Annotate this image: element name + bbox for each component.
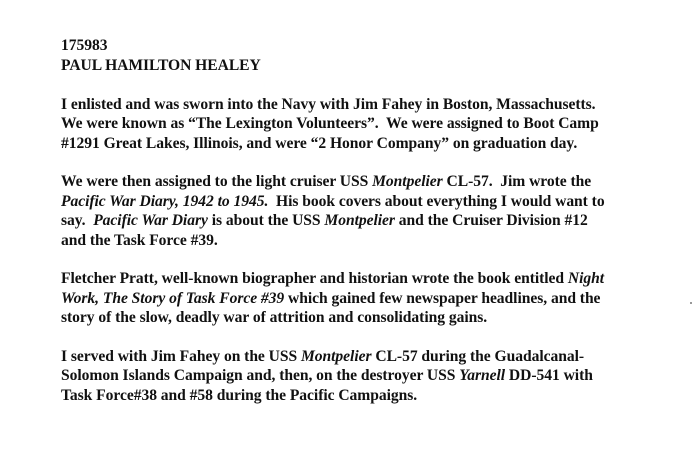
record-id: 175983 — [61, 37, 108, 54]
text-run: Solomon Islands Campaign and, then, on the destroyer USS — [61, 367, 460, 384]
text-run: DD-541 with — [505, 367, 593, 384]
italic-title-text: Montpelier — [300, 347, 372, 365]
text-line — [61, 269, 691, 289]
italic-title-text: Night — [567, 270, 605, 287]
text-line — [61, 347, 691, 367]
italic-title-text: Pacific War Diary — [93, 212, 208, 229]
text-run: #1291 Great Lakes, Illinois, and were “2 Honor Company” on graduation day. — [61, 134, 578, 152]
text-line — [61, 172, 691, 192]
italic-title-text: Work, The Story of Task Force #39 — [61, 289, 285, 307]
text-run: We were known as “The Lexington Volunteers”. We were assigned to Boot Camp — [61, 115, 599, 132]
italic-title-text: Pacific War Diary, 1942 to 1945. — [61, 192, 269, 210]
scan-speck — [690, 302, 692, 304]
text-run: CL-57. Jim wrote the — [442, 173, 592, 190]
text-run: His book covers about everything I would want to — [268, 192, 605, 210]
text-line — [61, 386, 691, 406]
text-run: which gained few newspaper headlines, and the — [284, 289, 601, 307]
text-line — [61, 134, 691, 154]
text-line — [61, 231, 691, 251]
italic-title-text: Montpelier — [324, 212, 395, 229]
person-name: PAUL HAMILTON HEALEY — [61, 56, 261, 74]
text-run: and the Cruiser Division #12 — [394, 212, 588, 229]
text-line — [61, 114, 691, 134]
text-run: Task Force#38 and #58 during the Pacific Campaigns. — [61, 386, 418, 404]
paragraph — [61, 172, 691, 250]
text-run: say. — [61, 212, 94, 229]
paragraph — [61, 95, 691, 154]
text-run: I served with Jim Fahey on the USS — [61, 347, 301, 365]
text-line — [61, 95, 691, 115]
text-line — [61, 308, 691, 328]
paragraphs — [61, 95, 691, 406]
text-line — [61, 192, 691, 212]
paragraph — [61, 347, 691, 406]
text-run: story of the slow, deadly war of attrition and consolidating gains. — [61, 309, 488, 326]
text-line — [61, 211, 691, 231]
document-body — [61, 36, 691, 405]
text-run: and the Task Force #39. — [61, 231, 218, 249]
text-run: CL-57 during the Guadalcanal- — [371, 347, 585, 365]
text-run: is about the USS — [207, 212, 325, 229]
text-run: Fletcher Pratt, well-known biographer and historian wrote the book entitled — [61, 270, 568, 287]
italic-title-text: Yarnell — [459, 367, 506, 384]
italic-title-text: Montpelier — [372, 173, 443, 190]
text-line — [61, 289, 691, 309]
text-run: I enlisted and was sworn into the Navy with Jim Fahey in Boston, Massachusetts. — [61, 95, 596, 113]
text-line — [61, 366, 691, 386]
paragraph — [61, 269, 691, 328]
text-run: We were then assigned to the light cruiser USS — [61, 173, 373, 190]
